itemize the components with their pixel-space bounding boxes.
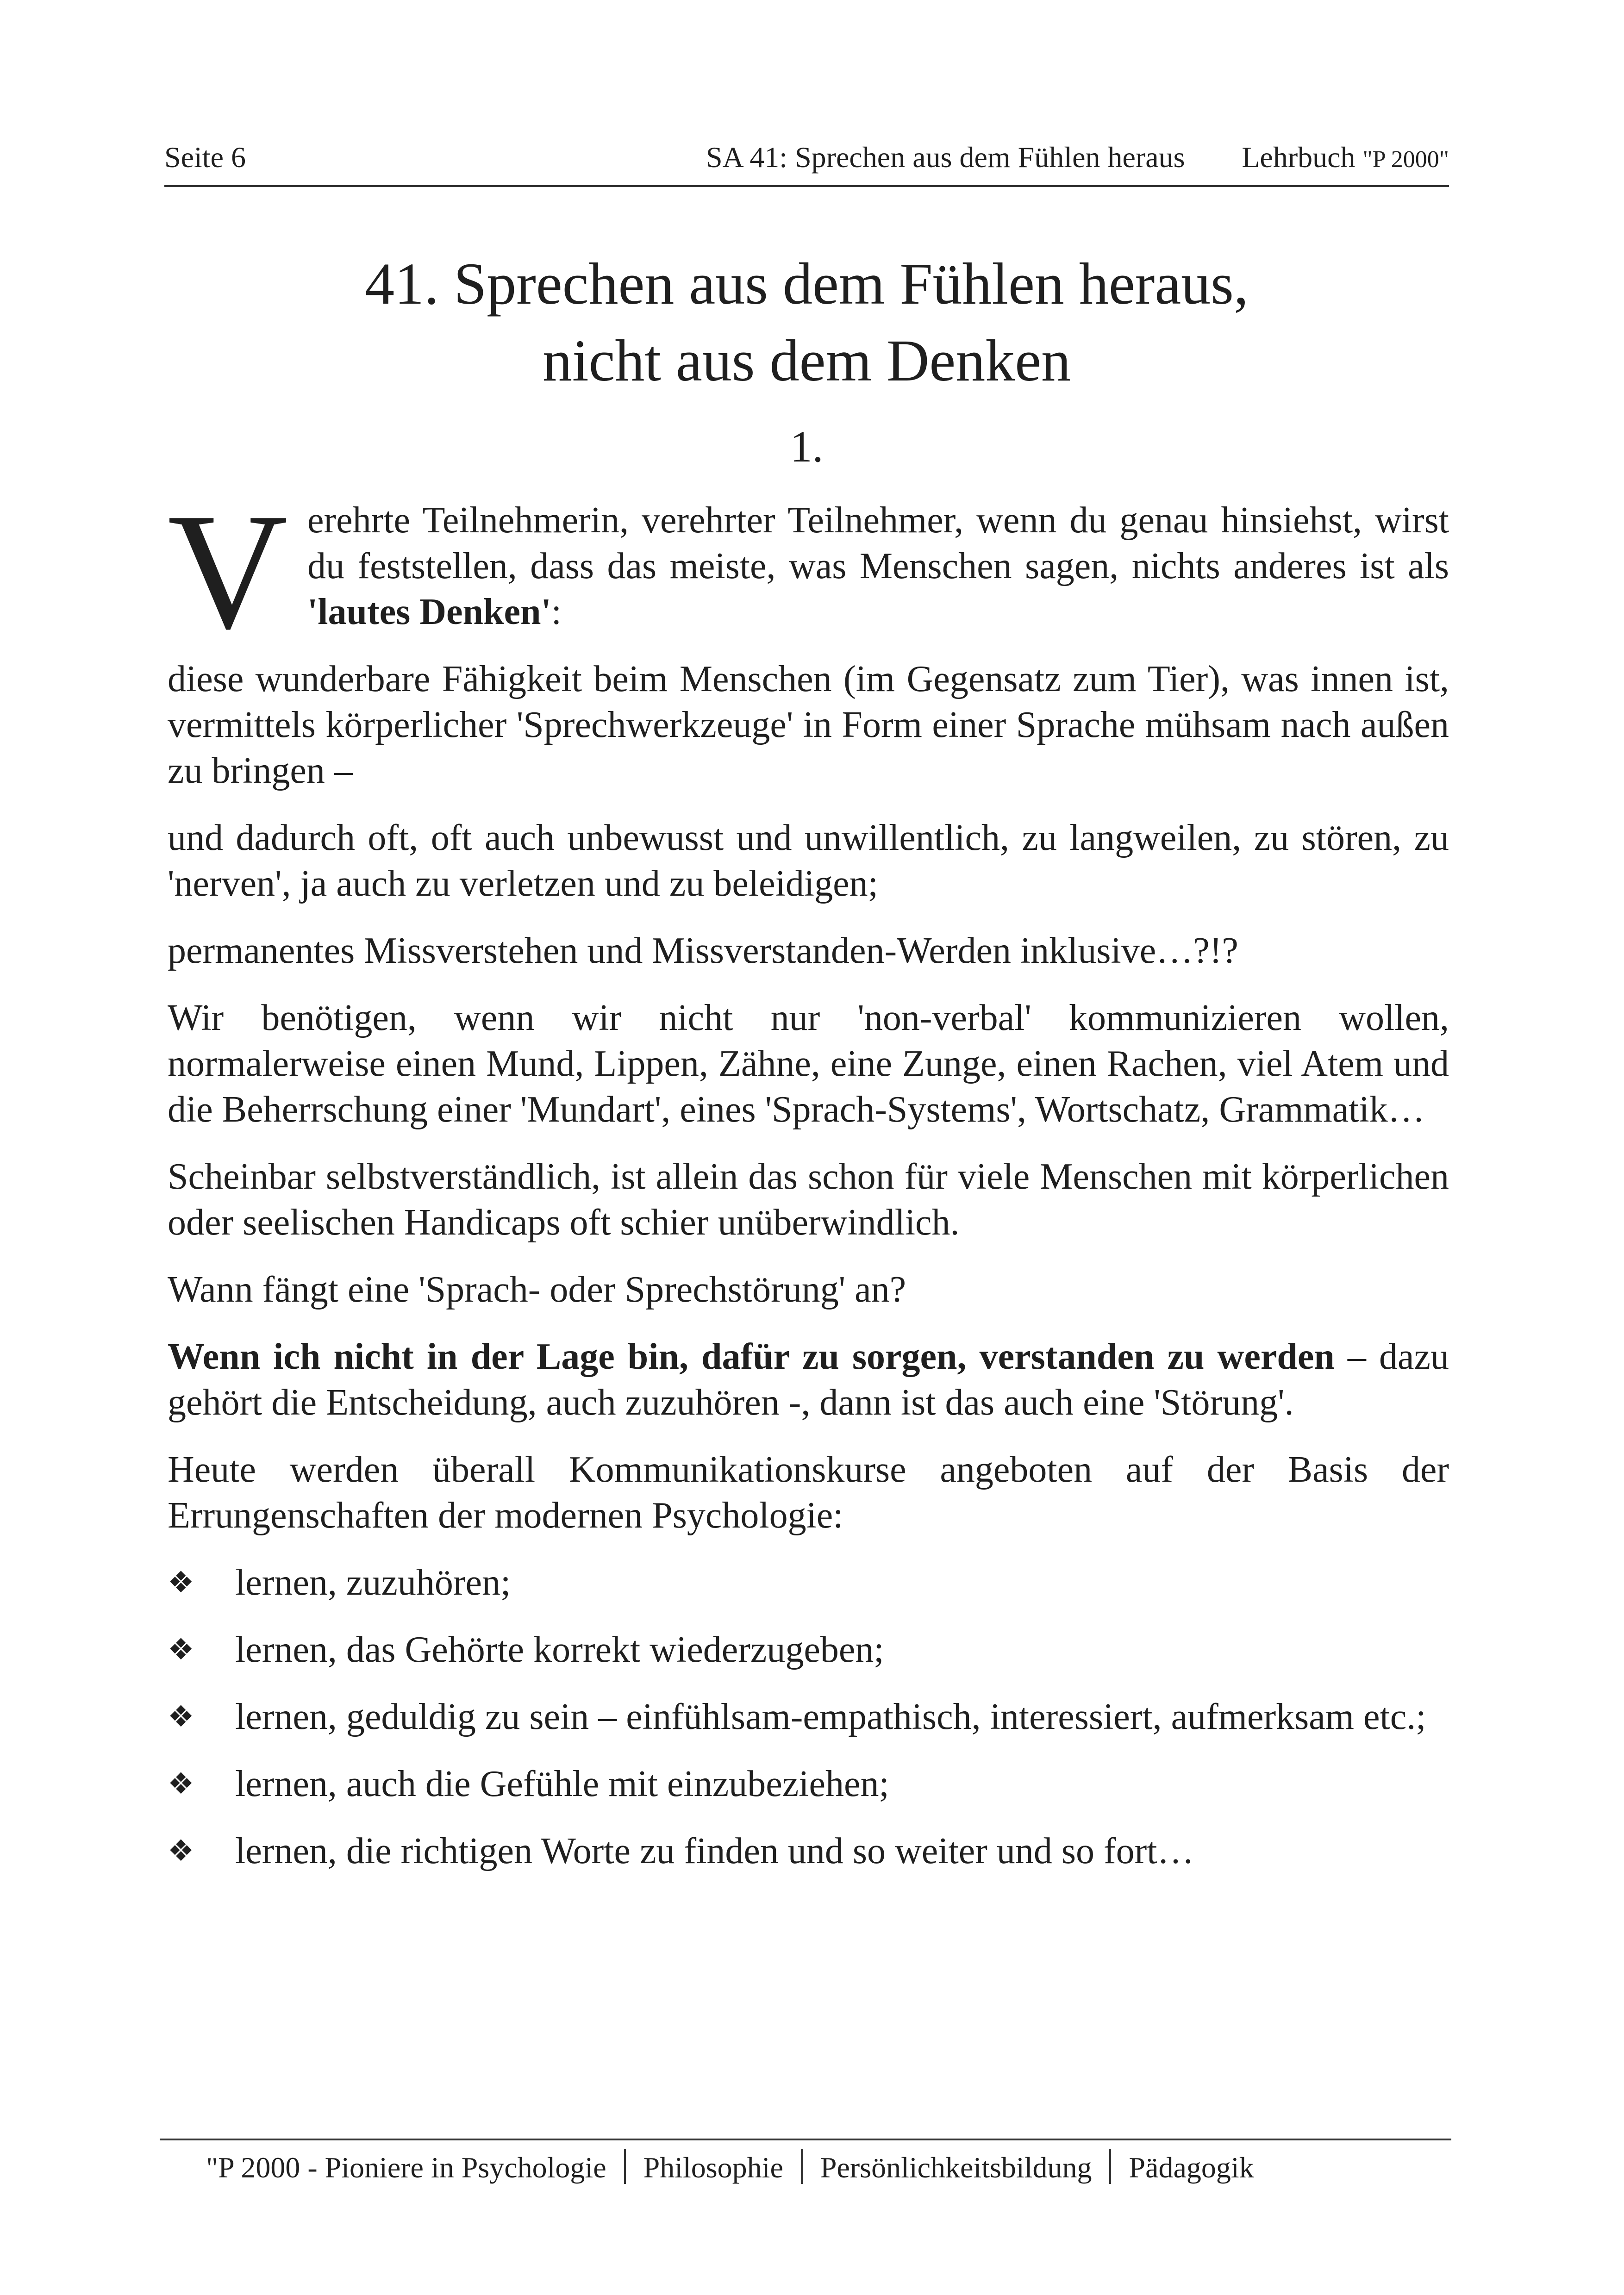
page-footer — [160, 2139, 1451, 2191]
footer-item-pedagogy: Pädagogik — [1129, 2151, 1254, 2184]
paragraph-6: Wann fängt eine 'Sprach- oder Sprechstörung' an? — [168, 1269, 906, 1310]
paragraph-3: permanentes Missverstehen und Missverstanden-Werden inklusive…?!? — [168, 930, 1238, 971]
footer-item-pioneers: "P 2000 - Pioniere in Psychologie — [206, 2151, 606, 2184]
bullet-list — [168, 1560, 1449, 1874]
book-title-main: Lehrbuch — [1242, 141, 1363, 174]
body-text — [168, 498, 1449, 1896]
footer-text — [206, 2149, 1254, 2186]
paragraph-5: Scheinbar selbstverständlich, ist allein das schon für viele Menschen mit körperlichen oder seelischen Handicaps oft schier unüberwindlich. — [168, 1156, 1449, 1243]
diamond-bullet-icon: ❖ — [168, 1633, 194, 1667]
intro-text-start: erehrte Teilnehmerin, verehrter Teilnehmer, wenn du genau hinsiehst, wirst du feststellen, dass das meiste, was Menschen sagen, nichts anderes ist als — [307, 500, 1449, 586]
footer-separator — [1109, 2149, 1111, 2184]
intro-text-end: : — [551, 592, 562, 632]
intro-text — [168, 498, 1449, 635]
list-item-text: lernen, das Gehörte korrekt wiederzugeben; — [235, 1629, 884, 1670]
diamond-bullet-icon: ❖ — [168, 1767, 194, 1801]
list-item-text: lernen, die richtigen Worte zu finden und so weiter und so fort… — [235, 1831, 1194, 1871]
page-number: Seite 6 — [164, 141, 246, 174]
paragraph-1: diese wunderbare Fähigkeit beim Menschen (im Gegensatz zum Tier), was innen ist, vermittels körperlicher 'Sprechwerkzeuge' in Form einer Sprache mühsam nach außen zu bringen – — [168, 659, 1449, 791]
list-item-text: lernen, geduldig zu sein – einfühlsam-empathisch, interessiert, aufmerksam etc.; — [235, 1696, 1426, 1737]
list-item — [168, 1761, 1449, 1807]
footer-separator — [801, 2149, 803, 2184]
bold-paragraph-rest: – dazu gehört die Entscheidung, auch zuzuhören -, dann ist das auch eine 'Störung'. — [168, 1336, 1449, 1423]
intro-text-bold: 'lautes Denken' — [307, 592, 551, 632]
intro-paragraph — [168, 498, 1449, 656]
section-number: 1. — [790, 422, 824, 471]
list-item — [168, 1560, 1449, 1606]
list-item-text: lernen, auch die Gefühle mit einzubeziehen; — [235, 1764, 889, 1804]
paragraph-4: Wir benötigen, wenn wir nicht nur 'non-verbal' kommunizieren wollen, normalerweise einen Mund, Lippen, Zähne, eine Zunge, einen Rachen, viel Atem und die Beherrschung einer 'Mundart', eines 'Sprach-Systems', Wortschatz, Grammatik… — [168, 998, 1449, 1130]
diamond-bullet-icon: ❖ — [168, 1834, 194, 1868]
footer-separator — [624, 2149, 626, 2184]
chapter-title — [164, 245, 1449, 399]
chapter-title-line-2: nicht aus dem Denken — [543, 328, 1071, 393]
book-title — [1242, 139, 1449, 178]
book-title-small: "P 2000" — [1362, 146, 1449, 173]
footer-item-philosophy: Philosophie — [643, 2151, 783, 2184]
drop-cap: V — [168, 498, 288, 656]
page-header — [164, 139, 1449, 187]
list-item — [168, 1627, 1449, 1673]
list-item — [168, 1828, 1449, 1874]
list-lead-in: Heute werden überall Kommunikationskurse angeboten auf der Basis der Errungenschaften der modernen Psychologie: — [168, 1449, 1449, 1536]
paragraph-2: und dadurch oft, oft auch unbewusst und unwillentlich, zu langweilen, zu stören, zu 'nerven', ja auch zu verletzen und zu beleidigen; — [168, 817, 1449, 904]
bold-paragraph-emphasis: Wenn ich nicht in der Lage bin, dafür zu sorgen, verstanden zu werden — [168, 1336, 1335, 1377]
list-item-text: lernen, zuzuhören; — [235, 1562, 511, 1603]
diamond-bullet-icon: ❖ — [168, 1700, 194, 1734]
chapter-title-line-1: 41. Sprechen aus dem Fühlen heraus, — [365, 251, 1249, 317]
running-title: SA 41: Sprechen aus dem Fühlen heraus — [706, 141, 1185, 174]
list-item — [168, 1694, 1449, 1740]
footer-item-personality: Persönlichkeitsbildung — [820, 2151, 1092, 2184]
diamond-bullet-icon: ❖ — [168, 1565, 194, 1600]
bold-paragraph — [168, 1334, 1449, 1426]
